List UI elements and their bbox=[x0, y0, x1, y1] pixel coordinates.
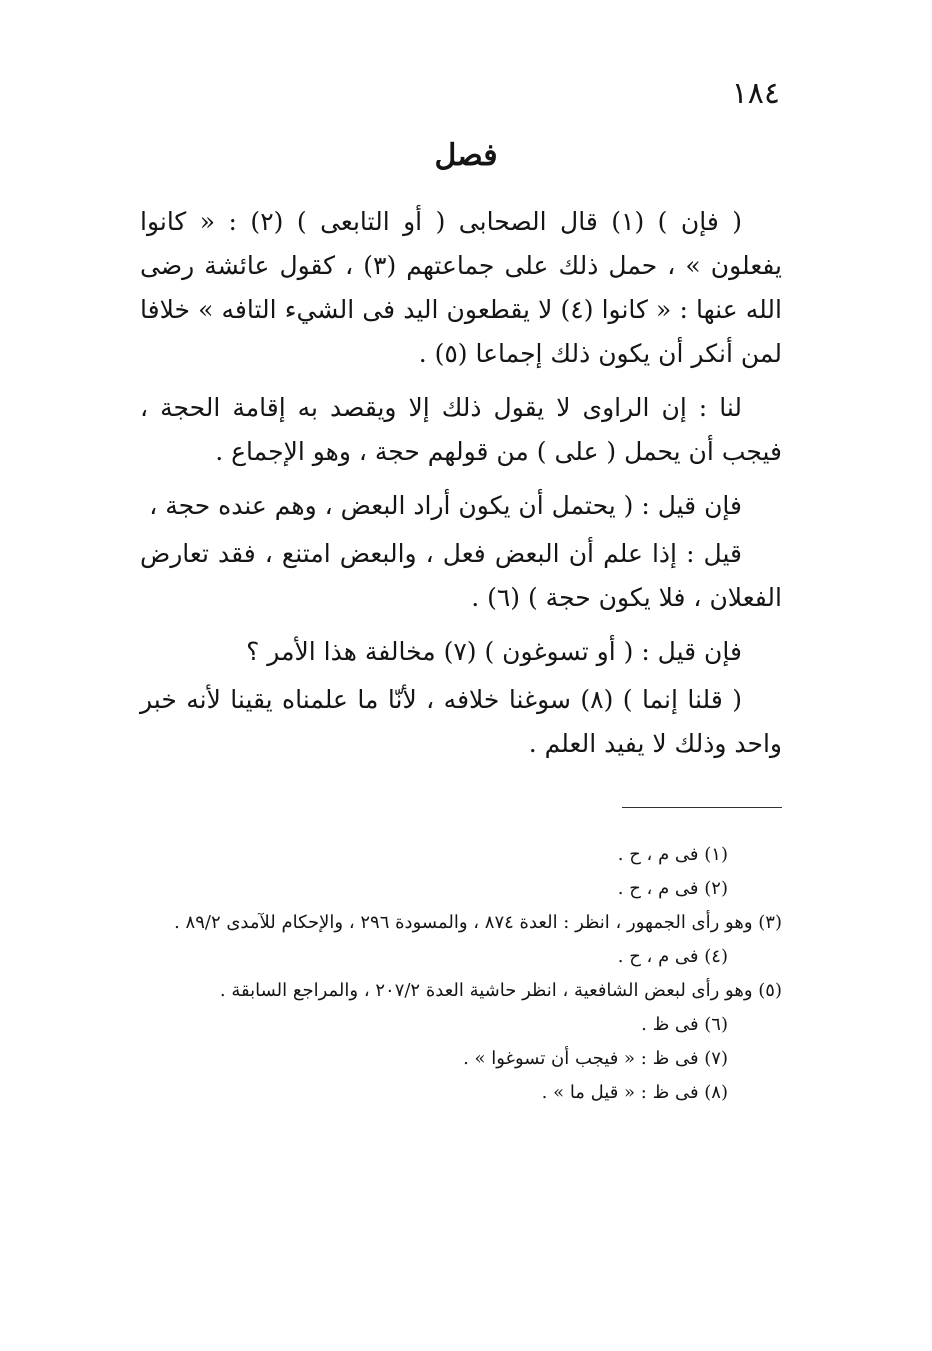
footnote-4: (٤) فى م ، ح . bbox=[617, 946, 728, 967]
paragraph-opening: ( فإن ) (١) قال الصحابى ( أو التابعى ) (٢) : « كانوا يفعلون » ، حمل ذلك على جماعتهم (٣) ، كقول عائشة رضى الله عنها : « كانوا (٤) لا يقطعون اليد فى الشيء التافه » خلافا لمن أنكر أن يكون ذلك إجماعا (٥) . bbox=[140, 207, 782, 368]
paragraph-argument: لنا : إن الراوى لا يقول ذلك إلا ويقصد به إقامة الحجة ، فيجب أن يحمل ( على ) من قولهم حجة ، وهو الإجماع . bbox=[140, 393, 782, 466]
footnote-2: (٢) فى م ، ح . bbox=[617, 878, 728, 899]
paragraph-objection: فإن قيل : ( يحتمل أن يكون أراد البعض ، وهم عنده حجة ، bbox=[149, 491, 742, 520]
footnote-separator bbox=[622, 807, 782, 808]
paragraph-reply: قيل : إذا علم أن البعض فعل ، والبعض امتنع ، فقد تعارض الفعلان ، فلا يكون حجة ) (٦) . bbox=[140, 539, 782, 612]
footnotes bbox=[140, 838, 782, 1110]
paragraph-question: فإن قيل : ( أو تسوغون ) (٧) مخالفة هذا الأمر ؟ bbox=[246, 637, 742, 666]
page-number: ١٨٤ bbox=[731, 76, 780, 111]
footnote-7: (٧) فى ظ : « فيجب أن تسوغوا » . bbox=[463, 1048, 728, 1069]
footnote-6: (٦) فى ظ . bbox=[641, 1014, 728, 1035]
footnote-3: (٣) وهو رأى الجمهور ، انظر : العدة ٨٧٤ ، والمسودة ٢٩٦ ، والإحكام للآمدى ٨٩/٢ . bbox=[174, 912, 782, 933]
section-heading: فصل bbox=[434, 138, 498, 173]
footnote-8: (٨) فى ظ : « قيل ما » . bbox=[541, 1082, 728, 1103]
footnote-1: (١) فى م ، ح . bbox=[617, 844, 728, 865]
main-text bbox=[140, 200, 782, 776]
footnote-5: (٥) وهو رأى لبعض الشافعية ، انظر حاشية العدة ٢٠٧/٢ ، والمراجع السابقة . bbox=[219, 980, 782, 1001]
paragraph-answer: ( قلنا إنما ) (٨) سوغنا خلافه ، لأنّا ما علمناه يقينا لأنه خبر واحد وذلك لا يفيد العلم . bbox=[140, 685, 782, 758]
